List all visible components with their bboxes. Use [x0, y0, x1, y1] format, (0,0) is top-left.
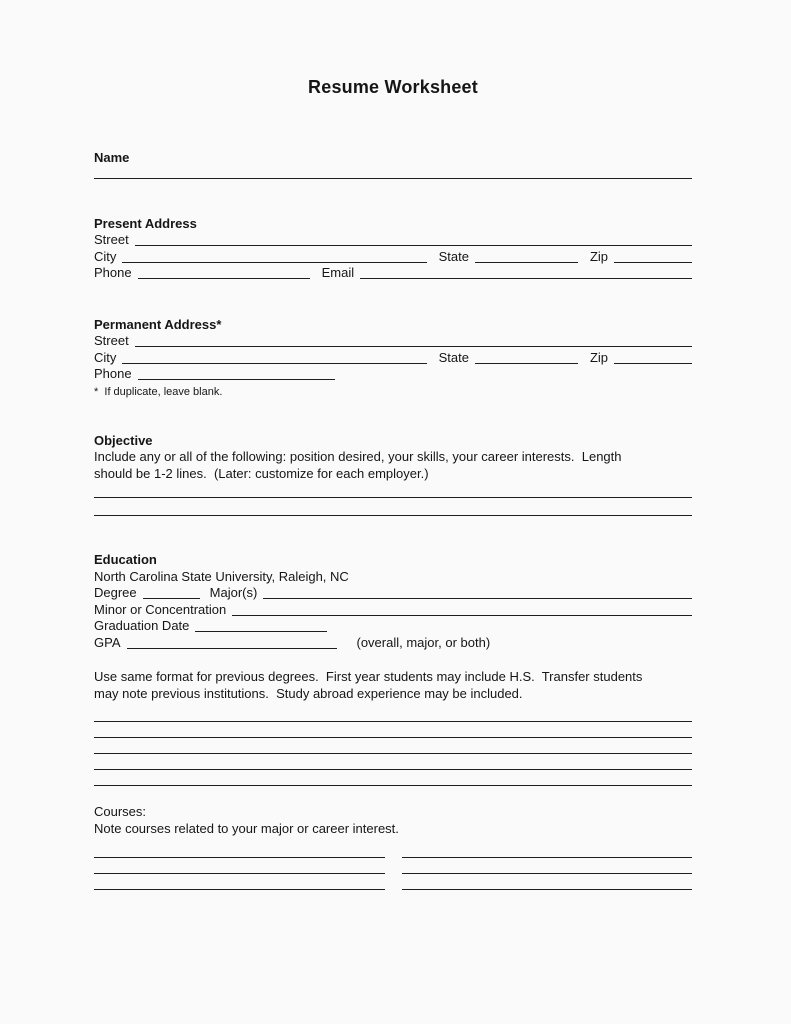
- course-fill-line-left: [94, 874, 385, 890]
- name-fill-line: [94, 167, 692, 179]
- present-address-section: [94, 216, 692, 282]
- objective-description-line: Include any or all of the following: position desired, your skills, your career interests. Length: [94, 449, 622, 464]
- education-fill-line: [94, 738, 692, 754]
- education-school: North Carolina State University, Raleigh, NC: [94, 568, 349, 584]
- duplicate-footnote: * If duplicate, leave blank.: [94, 385, 223, 398]
- courses-fill-row: [94, 874, 692, 890]
- permanent-city-row: [94, 350, 692, 367]
- present-city-row: [94, 249, 692, 266]
- present-street-label: Street: [94, 232, 129, 247]
- present-phone-label: Phone: [94, 265, 132, 280]
- present-email-fill-line: [360, 278, 692, 279]
- present-city-label: City: [94, 248, 117, 264]
- present-zip-fill-line: [614, 262, 692, 263]
- degree-label: Degree: [94, 585, 137, 600]
- courses-description: Note courses related to your major or career interest.: [94, 820, 399, 836]
- objective-heading: Objective: [94, 432, 153, 448]
- graduation-date-label: Graduation Date: [94, 618, 190, 633]
- courses-fill-row: [94, 837, 692, 858]
- permanent-city-label: City: [94, 349, 117, 365]
- education-note-line: may note previous institutions. Study abroad experience may be included.: [94, 685, 523, 701]
- objective-fill-line: [94, 482, 692, 498]
- gpa-row: [94, 635, 692, 652]
- name-section: [94, 150, 692, 179]
- education-fill-line: [94, 754, 692, 770]
- permanent-phone-row: [94, 366, 692, 383]
- present-street-row: [94, 232, 692, 249]
- gpa-fill-line: [127, 648, 337, 649]
- courses-fill-row: [94, 858, 692, 874]
- majors-fill-line: [263, 598, 692, 599]
- permanent-state-fill-line: [475, 363, 578, 364]
- permanent-state-label: State: [438, 349, 469, 365]
- permanent-zip-label: Zip: [589, 349, 608, 365]
- education-heading: Education: [94, 552, 157, 567]
- degree-row: [94, 585, 692, 602]
- present-address-heading: Present Address: [94, 215, 197, 231]
- name-label: Name: [94, 150, 130, 165]
- permanent-phone-fill-line: [138, 379, 335, 380]
- minor-fill-line: [232, 615, 692, 616]
- gpa-label: GPA: [94, 634, 121, 650]
- present-city-fill-line: [122, 262, 426, 263]
- objective-fill-line: [94, 498, 692, 516]
- education-note-line: Use same format for previous degrees. First year students may include H.S. Transfer students: [94, 669, 643, 684]
- degree-fill-line: [143, 598, 200, 599]
- course-fill-line-right: [402, 837, 692, 858]
- majors-label: Major(s): [209, 585, 258, 600]
- permanent-street-label: Street: [94, 333, 129, 348]
- course-fill-line-right: [402, 874, 692, 890]
- course-fill-line-right: [402, 858, 692, 874]
- courses-section: [94, 804, 692, 890]
- minor-row: [94, 602, 692, 619]
- objective-section: [94, 433, 692, 517]
- present-street-fill-line: [135, 245, 692, 246]
- education-fill-line: [94, 770, 692, 786]
- present-state-label: State: [438, 248, 469, 264]
- permanent-street-row: [94, 333, 692, 350]
- permanent-address-section: [94, 317, 692, 399]
- graduation-row: [94, 618, 692, 635]
- permanent-phone-label: Phone: [94, 366, 132, 381]
- present-state-fill-line: [475, 262, 578, 263]
- minor-label: Minor or Concentration: [94, 601, 227, 617]
- page-title: Resume Worksheet: [308, 77, 478, 97]
- education-fill-line: [94, 722, 692, 738]
- objective-description-line: should be 1-2 lines. (Later: customize for each employer.): [94, 465, 429, 481]
- permanent-address-heading: Permanent Address*: [94, 316, 222, 332]
- present-phone-fill-line: [138, 278, 310, 279]
- courses-heading: Courses:: [94, 804, 147, 819]
- graduation-fill-line: [195, 631, 327, 632]
- permanent-street-fill-line: [135, 346, 692, 347]
- gpa-note: (overall, major, or both): [356, 634, 491, 650]
- course-fill-line-left: [94, 858, 385, 874]
- present-email-label: Email: [321, 265, 355, 280]
- present-zip-label: Zip: [589, 248, 608, 264]
- education-fill-line: [94, 702, 692, 722]
- present-phone-row: [94, 265, 692, 282]
- permanent-zip-fill-line: [614, 363, 692, 364]
- course-fill-line-left: [94, 837, 385, 858]
- education-section: [94, 552, 692, 786]
- permanent-city-fill-line: [122, 363, 426, 364]
